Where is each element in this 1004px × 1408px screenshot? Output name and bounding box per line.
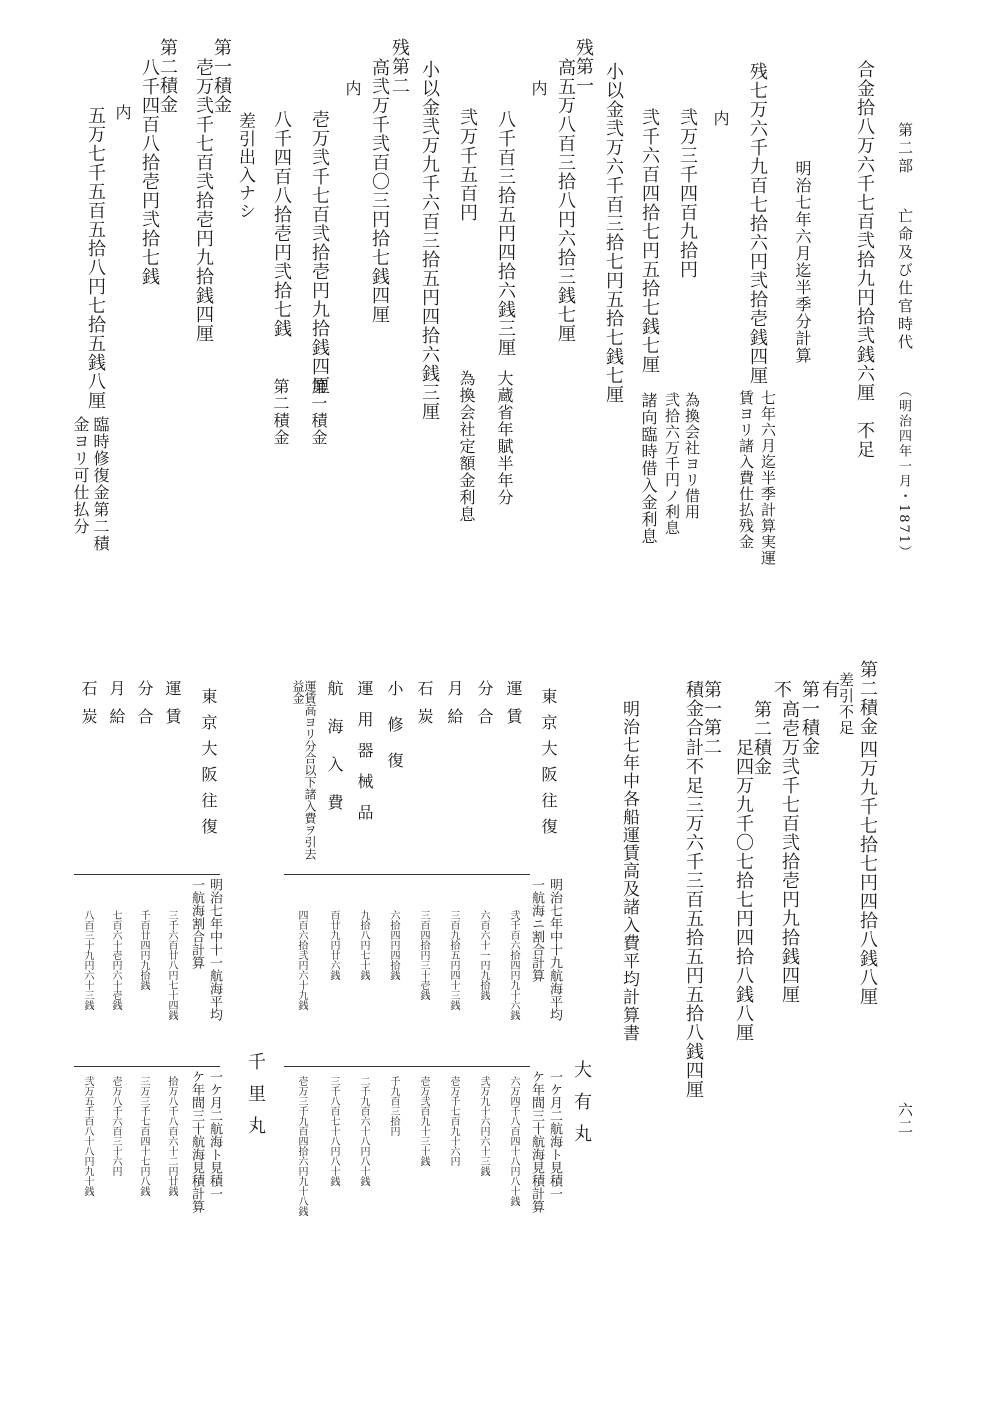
amount-row: 弐千六百四拾七円五拾七銭七厘 xyxy=(639,108,660,374)
column-a-head: 一航海割合計算 xyxy=(189,878,204,969)
remaining-note-1: 七年六月迄半季計算実運 xyxy=(759,390,777,566)
subtotal: 小以金弐万六千百三拾七円五拾七銭七厘 xyxy=(603,62,624,404)
balance-label: 第一積金 xyxy=(799,680,820,756)
row-label-equipment: 運用器械品 xyxy=(355,680,374,835)
ship-route: 東京大阪往復 xyxy=(199,688,218,844)
column-b-head: 一ケ月二航海ト見積一 xyxy=(207,1070,222,1200)
row-label-voyage-cost: 航海入費 xyxy=(325,680,344,832)
amount-row: 五万七千五百五拾八円七拾五銭八厘 xyxy=(85,106,106,410)
cell-b: 壱万三千九百四拾六円九十八銭 xyxy=(296,1076,307,1216)
balance-label: 第一第二 xyxy=(701,680,722,756)
row-label-profit: 運賃高ヨリ分合以下諸入費ヲ引去益金 xyxy=(291,680,317,860)
amount-row: 八千四百八拾壱円弐拾七銭 xyxy=(271,110,292,338)
cell-b: 六万四千八百四十八円八十銭 xyxy=(508,1076,519,1206)
remaining-second-amount: 高弐万千弐百〇三円拾七銭四厘 xyxy=(369,58,390,324)
section-label: 第二部 xyxy=(896,122,914,176)
amount-note: 諸向臨時借入金利息 xyxy=(639,392,658,545)
column-b-head: ケ年間三十航海見積計算 xyxy=(529,1070,544,1213)
cell-a: 八百三十九円六十三銭 xyxy=(82,910,93,1010)
column-b-head: ケ年間三十航海見積計算 xyxy=(189,1070,204,1213)
balance-sublabel: 差引不足 xyxy=(837,672,855,736)
chapter-title: 亡命及び仕官時代 xyxy=(896,208,914,352)
amount-row: 壱万弐千七百弐拾壱円九拾銭四厘 xyxy=(309,110,330,395)
remaining-first-label: 残第一 xyxy=(573,38,594,95)
cell-b: 千九百三拾円 xyxy=(388,1076,399,1136)
page-number: 六二 xyxy=(896,1102,914,1136)
ship-name: 大有丸 xyxy=(571,1060,592,1156)
uchi-label: 内 xyxy=(113,104,132,121)
amount-row: 八千百三拾五円四拾六銭三厘 xyxy=(495,110,516,357)
cell-a: 百廿九円廿六銭 xyxy=(328,910,339,980)
cell-a: 三百九拾五円四十三銭 xyxy=(448,910,459,1010)
total-deficit: 合金拾八万六千七百弐拾九円拾弐銭六厘 不足 xyxy=(854,60,875,459)
cell-a: 九拾八円七十銭 xyxy=(358,910,369,980)
remaining-main: 残七万六千九百七拾六円弐拾壱銭四厘 xyxy=(747,62,768,385)
amount-note: 第二積金 xyxy=(271,378,290,446)
balance-sublabel: 不 xyxy=(771,680,792,699)
column-a-head: 明治七年中十一航海平均 xyxy=(207,878,222,1021)
fund-second-amount: 八千四百八拾壱円弐拾七銭 xyxy=(139,58,160,286)
balance-amount: 計不足三万六千三百五拾五円五拾八銭四厘 xyxy=(683,738,704,1099)
lower-heading: 明治七年中各船運賃高及諸入費平均計算書 xyxy=(619,700,639,1042)
cell-b: 壱万弐百九十三十銭 xyxy=(418,1076,429,1166)
fund-first-label: 第一積金 xyxy=(211,38,232,114)
row-label-share: 分合 xyxy=(475,680,494,736)
column-b-head: 一ケ月二航海ト見積一 xyxy=(547,1070,562,1200)
row-label-freight: 運賃 xyxy=(163,680,182,736)
balance-label: 第二積金 xyxy=(751,700,772,776)
table-rule xyxy=(74,1066,220,1067)
table-rule xyxy=(284,874,530,875)
cell-a: 千百廿四円九拾銭 xyxy=(138,910,149,990)
amount-note: 大蔵省年賦半年分 xyxy=(495,370,514,506)
column-a-head: 一航海ニ割合計算 xyxy=(529,878,544,982)
remaining-second-label: 残第二 xyxy=(389,38,410,95)
cell-b: 三万三千七百四十七円八銭 xyxy=(138,1076,149,1196)
amount-note: 為換会社定額金利息 xyxy=(457,370,476,523)
fund-first-amount: 壱万弐千七百弐拾壱円九拾銭四厘 xyxy=(193,58,214,343)
balance-amount: 足四万九千〇七拾七円四拾八銭八厘 xyxy=(733,738,754,1042)
remaining-note-2: 賃ヨリ諸入費仕払残金 xyxy=(737,390,755,550)
amount-note: 第一積金 xyxy=(309,378,328,446)
cell-a: 六百六十一円九拾銭 xyxy=(478,910,489,1000)
balance-sublabel: 有 xyxy=(819,680,840,699)
cell-b: 壱万八千六百三十六円 xyxy=(110,1076,121,1176)
cell-a: 六拾四円四拾銭 xyxy=(388,910,399,980)
ship-route: 東京大阪往復 xyxy=(539,688,558,844)
uchi-label: 内 xyxy=(711,110,730,127)
cell-a: 三千六百廿八円七十四銭 xyxy=(166,910,177,1020)
table-rule xyxy=(284,1066,530,1067)
balance-sublabel: 積金合 xyxy=(683,680,704,737)
row-label-freight: 運賃 xyxy=(504,680,523,736)
subtotal: 小以金弐万九千六百三拾五円四拾六銭三厘 xyxy=(419,60,440,421)
amount-row: 弐万三千四百九拾円 xyxy=(677,108,698,279)
cell-b: 壱万千七百九十六円 xyxy=(448,1076,459,1166)
balance-amount: 高壱万弐千七百弐拾壱円九拾銭四厘 xyxy=(779,700,800,1004)
uchi-label: 内 xyxy=(343,80,362,97)
cell-a: 四百六拾弐円六十九銭 xyxy=(296,910,307,1010)
balance-amount: 四万九千七拾七円四拾八銭八厘 xyxy=(857,740,878,1006)
cell-b: 弐万五千百八十八円九十銭 xyxy=(82,1076,93,1196)
amount-note: 弐拾六万千円ノ利息 xyxy=(663,392,681,536)
row-label-salary: 月給 xyxy=(107,680,126,736)
row-label-share: 分合 xyxy=(135,680,154,736)
remaining-first-amount: 高五万八百三拾八円六拾三銭七厘 xyxy=(555,58,576,343)
table-rule xyxy=(74,874,220,875)
balance-label: 第二積金 xyxy=(857,660,878,736)
amount-note: 為換会社ヨリ借用 xyxy=(683,392,701,520)
cell-a: 七百六十壱円六十壱銭 xyxy=(110,910,121,1010)
row-label-coal: 石炭 xyxy=(79,680,98,736)
row-label-salary: 月給 xyxy=(445,680,464,736)
fund-second-label: 第二積金 xyxy=(157,38,178,114)
cell-b: 二千九百六十八円八十銭 xyxy=(358,1076,369,1186)
chapter-period: （明治四年一月・1871） xyxy=(896,384,911,561)
cell-a: 弐千百六拾四円九十六銭 xyxy=(508,910,519,1020)
cell-b: 拾万八千八百六十二円廿銭 xyxy=(166,1076,177,1196)
row-label-repair: 小修復 xyxy=(385,680,404,788)
ship-name: 千里丸 xyxy=(245,1052,266,1148)
amount-row: 弐万千五百円 xyxy=(457,108,478,222)
upper-heading: 明治七年六月迄半季分計算 xyxy=(793,160,812,364)
amount-note: 臨時修復金第二積 xyxy=(91,416,110,552)
balance-none: 差引出入ナシ xyxy=(235,112,255,220)
row-label-coal: 石炭 xyxy=(415,680,434,736)
cell-b: 弐万九十六円六十三銭 xyxy=(478,1076,489,1176)
uchi-label: 内 xyxy=(529,80,548,97)
cell-b: 三千八百七十八円八十銭 xyxy=(328,1076,339,1186)
amount-note: 金ヨリ可仕払分 xyxy=(71,416,90,535)
cell-a: 三百四拾円三十壱銭 xyxy=(418,910,429,1000)
column-a-head: 明治七年中十九航海平均 xyxy=(547,878,562,1021)
